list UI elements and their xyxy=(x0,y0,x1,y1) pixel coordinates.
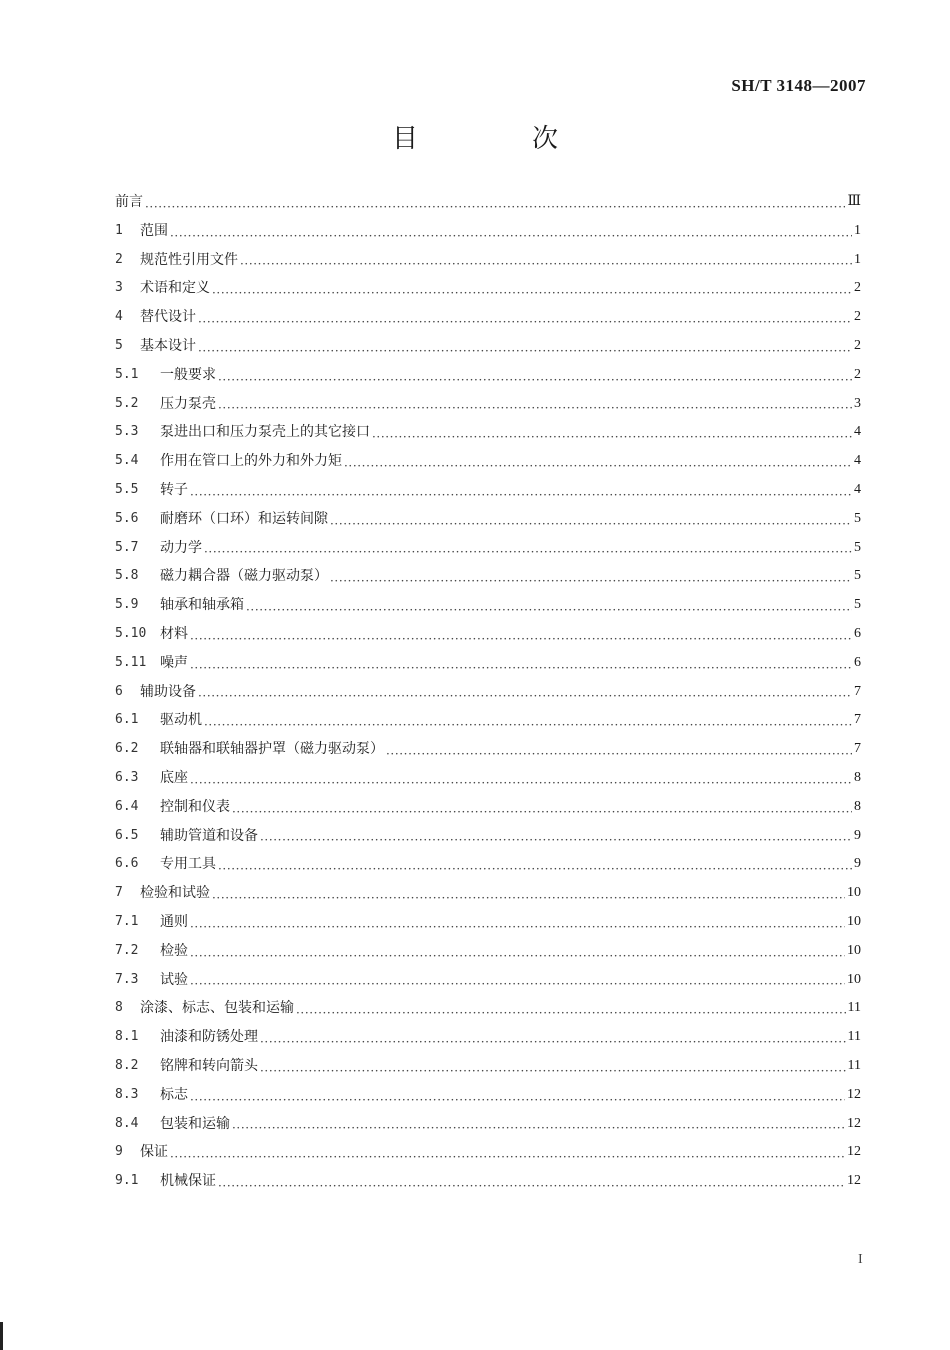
toc-entry xyxy=(115,505,861,534)
toc-dot-leader xyxy=(246,591,852,620)
toc-entry xyxy=(115,822,861,851)
toc-entry-page: 5 xyxy=(854,568,861,584)
toc-dot-leader xyxy=(190,1081,845,1110)
toc-entry-page: 11 xyxy=(847,1057,861,1073)
toc-dot-leader xyxy=(190,966,845,995)
page-number: I xyxy=(858,1252,863,1267)
toc-entry xyxy=(115,562,861,591)
toc-entry-number: 6 xyxy=(115,683,123,699)
toc-entry-title: 包装和运输 xyxy=(160,1115,230,1132)
toc-entry-title: 驱动机 xyxy=(160,712,202,729)
toc-entry xyxy=(115,620,861,649)
toc-entry-title: 范围 xyxy=(140,222,168,239)
toc-entry xyxy=(115,274,861,303)
toc-entry-title: 噪声 xyxy=(160,654,188,671)
toc-entry-number: 8 xyxy=(115,1000,123,1016)
toc-entry-page: 10 xyxy=(847,942,861,958)
toc-entry-number: 8.3 xyxy=(115,1086,139,1102)
toc-entry-page: 2 xyxy=(854,280,861,296)
toc-entry-title: 动力学 xyxy=(160,539,202,556)
toc-entry-number: 6.5 xyxy=(115,827,139,843)
toc-entry-title: 检验 xyxy=(160,942,188,959)
toc-dot-leader xyxy=(198,332,852,361)
toc-entry-number: 5.11 xyxy=(115,654,147,670)
toc-dot-leader xyxy=(212,879,845,908)
table-of-contents xyxy=(115,188,861,1196)
toc-entry-page: 12 xyxy=(847,1086,861,1102)
document-code: SH/T 3148—2007 xyxy=(731,76,866,95)
toc-dot-leader xyxy=(260,822,852,851)
toc-dot-leader xyxy=(198,303,852,332)
toc-entry-title: 泵进出口和压力泵壳上的其它接口 xyxy=(160,424,370,441)
toc-entry-title: 辅助管道和设备 xyxy=(160,827,258,844)
toc-dot-leader xyxy=(170,1138,845,1167)
toc-dot-leader xyxy=(190,908,845,937)
toc-dot-leader xyxy=(212,274,852,303)
toc-entry-number: 6.6 xyxy=(115,856,139,872)
toc-entry-title: 基本设计 xyxy=(140,337,196,354)
toc-entry-title: 一般要求 xyxy=(160,366,216,383)
toc-entry-title: 材料 xyxy=(160,625,188,642)
toc-entry-page: 12 xyxy=(847,1173,861,1189)
toc-entry-title: 前言 xyxy=(115,194,143,210)
toc-entry-title: 专用工具 xyxy=(160,856,216,873)
toc-entry-page: 10 xyxy=(847,971,861,987)
toc-entry xyxy=(115,735,861,764)
toc-entry-page: 11 xyxy=(847,1029,861,1045)
toc-entry xyxy=(115,994,861,1023)
toc-entry xyxy=(115,1023,861,1052)
toc-dot-leader xyxy=(240,246,852,275)
toc-entry xyxy=(115,850,861,879)
toc-entry-title: 磁力耦合器（磁力驱动泵） xyxy=(160,568,328,585)
toc-entry-number: 7 xyxy=(115,885,123,901)
toc-dot-leader xyxy=(232,1110,845,1139)
toc-entry-number: 4 xyxy=(115,309,123,325)
toc-entry-number: 7.2 xyxy=(115,942,139,958)
toc-dot-leader xyxy=(190,649,852,678)
toc-entry-page: 10 xyxy=(847,913,861,929)
toc-entry xyxy=(115,1167,861,1196)
toc-dot-leader xyxy=(218,1167,845,1196)
toc-entry-title: 机械保证 xyxy=(160,1173,216,1190)
toc-entry xyxy=(115,793,861,822)
toc-entry-title: 替代设计 xyxy=(140,309,196,326)
toc-dot-leader xyxy=(170,217,852,246)
toc-entry-page: 4 xyxy=(854,453,861,469)
toc-dot-leader xyxy=(386,735,852,764)
toc-entry-page: 2 xyxy=(854,366,861,382)
toc-dot-leader xyxy=(330,505,852,534)
toc-entry-number: 9 xyxy=(115,1144,123,1160)
toc-entry xyxy=(115,188,861,217)
toc-entry-number: 5.2 xyxy=(115,395,139,411)
toc-entry-page: 4 xyxy=(854,481,861,497)
toc-entry-page: 10 xyxy=(847,885,861,901)
toc-entry-title: 轴承和轴承箱 xyxy=(160,597,244,614)
toc-entry-page: 3 xyxy=(854,395,861,411)
toc-entry-page: 4 xyxy=(854,424,861,440)
toc-entry xyxy=(115,303,861,332)
toc-entry-number: 1 xyxy=(115,222,123,238)
toc-entry xyxy=(115,879,861,908)
toc-entry xyxy=(115,534,861,563)
toc-entry-page: 6 xyxy=(854,654,861,670)
toc-entry-page: 12 xyxy=(847,1144,861,1160)
toc-entry-number: 5.3 xyxy=(115,424,139,440)
toc-dot-leader xyxy=(218,390,852,419)
toc-entry-number: 6.1 xyxy=(115,712,139,728)
toc-entry-number: 5.10 xyxy=(115,625,147,641)
toc-dot-leader xyxy=(296,994,846,1023)
toc-dot-leader xyxy=(145,188,845,217)
toc-entry xyxy=(115,1138,861,1167)
toc-dot-leader xyxy=(260,1052,846,1081)
toc-entry xyxy=(115,390,861,419)
toc-entry-page: Ⅲ xyxy=(847,194,861,209)
toc-entry-number: 5.8 xyxy=(115,568,139,584)
toc-entry-title: 规范性引用文件 xyxy=(140,251,238,268)
toc-title: 目 次 xyxy=(391,124,602,154)
toc-entry-number: 5.7 xyxy=(115,539,139,555)
toc-entry-number: 5.9 xyxy=(115,597,139,613)
toc-entry xyxy=(115,908,861,937)
toc-entry-number: 6.3 xyxy=(115,769,139,785)
toc-entry-title: 联轴器和联轴器护罩（磁力驱动泵） xyxy=(160,741,384,758)
toc-dot-leader xyxy=(190,764,852,793)
toc-dot-leader xyxy=(232,793,852,822)
toc-entry xyxy=(115,591,861,620)
toc-entry xyxy=(115,447,861,476)
toc-entry-page: 9 xyxy=(854,856,861,872)
toc-entry-number: 5.1 xyxy=(115,366,139,382)
toc-entry-title: 铭牌和转向箭头 xyxy=(160,1057,258,1074)
toc-entry-title: 油漆和防锈处理 xyxy=(160,1029,258,1046)
toc-entry-page: 2 xyxy=(854,337,861,353)
scan-edge-mark xyxy=(0,1322,3,1350)
toc-entry-number: 6.4 xyxy=(115,798,139,814)
toc-entry-number: 3 xyxy=(115,280,123,296)
toc-dot-leader xyxy=(344,447,852,476)
toc-entry-page: 8 xyxy=(854,798,861,814)
toc-dot-leader xyxy=(372,418,852,447)
toc-entry-page: 1 xyxy=(854,222,861,238)
toc-entry xyxy=(115,764,861,793)
toc-entry-number: 7.3 xyxy=(115,971,139,987)
toc-entry xyxy=(115,706,861,735)
toc-entry-title: 压力泵壳 xyxy=(160,395,216,412)
toc-entry xyxy=(115,418,861,447)
toc-entry-number: 5.4 xyxy=(115,453,139,469)
toc-entry-title: 保证 xyxy=(140,1144,168,1161)
toc-dot-leader xyxy=(218,850,852,879)
toc-dot-leader xyxy=(190,937,845,966)
toc-entry-page: 8 xyxy=(854,769,861,785)
toc-entry-title: 耐磨环（口环）和运转间隙 xyxy=(160,510,328,527)
toc-entry-number: 8.1 xyxy=(115,1029,139,1045)
toc-entry-number: 8.4 xyxy=(115,1115,139,1131)
toc-dot-leader xyxy=(198,678,852,707)
toc-entry xyxy=(115,246,861,275)
toc-entry xyxy=(115,649,861,678)
toc-entry-title: 作用在管口上的外力和外力矩 xyxy=(160,453,342,470)
toc-entry xyxy=(115,937,861,966)
toc-entry-page: 2 xyxy=(854,309,861,325)
toc-entry-page: 7 xyxy=(854,712,861,728)
toc-entry-page: 9 xyxy=(854,827,861,843)
toc-dot-leader xyxy=(190,620,852,649)
toc-entry-number: 5 xyxy=(115,337,123,353)
toc-dot-leader xyxy=(218,361,852,390)
toc-entry-number: 7.1 xyxy=(115,913,139,929)
toc-entry-number: 6.2 xyxy=(115,741,139,757)
toc-entry-title: 转子 xyxy=(160,481,188,498)
toc-entry-number: 9.1 xyxy=(115,1173,139,1189)
toc-entry xyxy=(115,476,861,505)
toc-entry-page: 5 xyxy=(854,597,861,613)
toc-entry-number: 8.2 xyxy=(115,1057,139,1073)
toc-dot-leader xyxy=(330,562,852,591)
toc-entry-title: 通则 xyxy=(160,913,188,930)
toc-entry-page: 12 xyxy=(847,1115,861,1131)
toc-entry-title: 试验 xyxy=(160,971,188,988)
toc-entry xyxy=(115,966,861,995)
toc-entry-title: 检验和试验 xyxy=(140,885,210,902)
toc-entry xyxy=(115,1052,861,1081)
toc-entry xyxy=(115,678,861,707)
toc-entry xyxy=(115,1081,861,1110)
toc-entry-page: 5 xyxy=(854,539,861,555)
toc-dot-leader xyxy=(204,706,852,735)
toc-entry-number: 5.6 xyxy=(115,510,139,526)
toc-entry xyxy=(115,1110,861,1139)
toc-entry-page: 6 xyxy=(854,625,861,641)
toc-entry xyxy=(115,217,861,246)
toc-entry xyxy=(115,332,861,361)
toc-entry-title: 术语和定义 xyxy=(140,280,210,297)
toc-entry-title: 涂漆、标志、包装和运输 xyxy=(140,1000,294,1017)
toc-entry xyxy=(115,361,861,390)
toc-entry-title: 辅助设备 xyxy=(140,683,196,700)
toc-entry-page: 5 xyxy=(854,510,861,526)
toc-dot-leader xyxy=(260,1023,846,1052)
toc-dot-leader xyxy=(204,534,852,563)
toc-entry-page: 7 xyxy=(854,683,861,699)
toc-entry-page: 11 xyxy=(847,1000,861,1016)
toc-entry-title: 控制和仪表 xyxy=(160,798,230,815)
toc-entry-number: 5.5 xyxy=(115,481,139,497)
toc-entry-number: 2 xyxy=(115,251,123,267)
toc-entry-page: 1 xyxy=(854,251,861,267)
toc-entry-title: 底座 xyxy=(160,769,188,786)
toc-dot-leader xyxy=(190,476,852,505)
toc-entry-page: 7 xyxy=(854,741,861,757)
toc-entry-title: 标志 xyxy=(160,1086,188,1103)
